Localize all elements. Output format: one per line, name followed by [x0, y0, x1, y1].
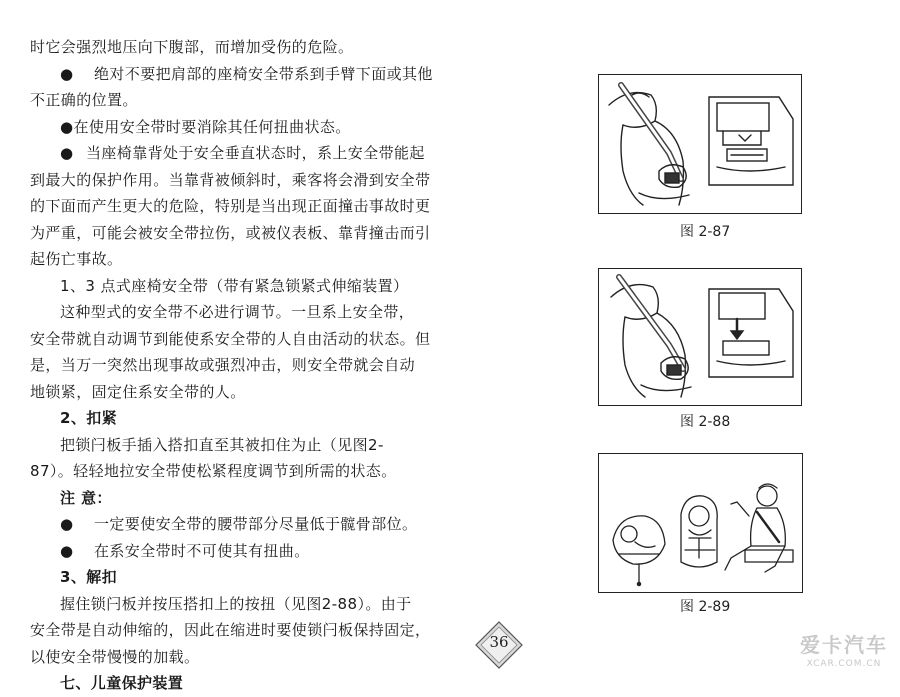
- watermark-domain: XCAR.COM.CN: [806, 659, 882, 669]
- figure-2-87-caption: 图 2-87: [680, 224, 731, 240]
- child-seats-illustration: [599, 454, 802, 592]
- figure-2-89: [598, 453, 803, 593]
- text-line-23: 安全带是自动伸缩的，因此在缩进时要使锁闩板保持固定，: [30, 621, 431, 639]
- text-line-7: 的下面而产生更大的危险，特别是当出现正面撞击事故时更: [30, 197, 431, 215]
- figure-2-88-caption: 图 2-88: [680, 414, 731, 430]
- text-line-22: 握住锁闩板并按压搭扣上的按扭（见图2-88）。由于: [60, 594, 412, 613]
- text-line-5: ● 当座椅靠背处于安全垂直状态时，系上安全带能起: [30, 140, 470, 167]
- section-heading-3point-belt: 1、3 点式座椅安全带（带有紧急锁紧式伸缩装置）: [60, 276, 409, 295]
- text-line-24: 以使安全带慢慢的加载。: [30, 647, 200, 666]
- section-heading-child-protection: 七、儿童保护装置: [60, 674, 184, 692]
- text-line-3: 不正确的位置。: [30, 91, 138, 109]
- section-heading-fasten: 2、扣紧: [60, 409, 118, 427]
- bullet-icon: ●: [60, 515, 74, 533]
- page-number-badge: [474, 620, 524, 670]
- text-column: [30, 34, 470, 697]
- text-line-14: 地锁紧，固定住系安全带的人。: [30, 382, 246, 401]
- site-watermark: [792, 632, 896, 676]
- text-line-11: 这种型式的安全带不必进行调节。一旦系上安全带，: [60, 303, 415, 321]
- bullet-icon: ●: [60, 144, 74, 162]
- text-line-13: 是，当万一突然出现事故或强烈冲击，则安全带就会自动: [30, 356, 416, 374]
- bullet-icon: ●: [60, 541, 74, 560]
- section-heading-unfasten: 3、解扣: [60, 568, 118, 586]
- text-line-12: 安全带就自动调节到能使系安全带的人自由活动的状态。但: [30, 329, 431, 348]
- bullet-icon: ●: [60, 64, 74, 83]
- text-line-4: ●在使用安全带时要消除其任何扭曲状态。: [60, 117, 351, 136]
- figure-2-87: [598, 74, 802, 214]
- text-line-17: 87）。轻轻地拉安全带使松紧程度调节到所需的状态。: [30, 462, 397, 480]
- seatbelt-insert-illustration: [599, 75, 801, 213]
- text-line-6: 到最大的保护作用。当靠背被倾斜时，乘客将会滑到安全带: [30, 170, 431, 189]
- text-line-20: ● 在系安全带时不可使其有扭曲。: [30, 538, 470, 565]
- note-heading: 注 意：: [60, 488, 112, 507]
- text-line-2: ● 绝对不要把肩部的座椅安全带系到手臂下面或其他: [30, 61, 470, 88]
- figure-2-89-caption: 图 2-89: [680, 599, 731, 615]
- page-number: 36: [489, 633, 509, 651]
- text-line-9: 起伤亡事故。: [30, 250, 123, 268]
- figure-2-88: [598, 268, 802, 406]
- watermark-logo-text: 爱卡汽车: [800, 633, 888, 657]
- text-line-16: 把锁闩板手插入搭扣直至其被扣住为止（见图2-: [60, 435, 384, 454]
- text-line-1: 时它会强烈地压向下腹部，而增加受伤的危险。: [30, 38, 354, 56]
- text-line-19: ● 一定要使安全带的腰带部分尽量低于髋骨部位。: [30, 511, 470, 538]
- text-line-8: 为严重，可能会被安全带拉伤，或被仪表板、靠背撞击而引: [30, 223, 431, 242]
- seatbelt-buckle-illustration: [599, 269, 801, 405]
